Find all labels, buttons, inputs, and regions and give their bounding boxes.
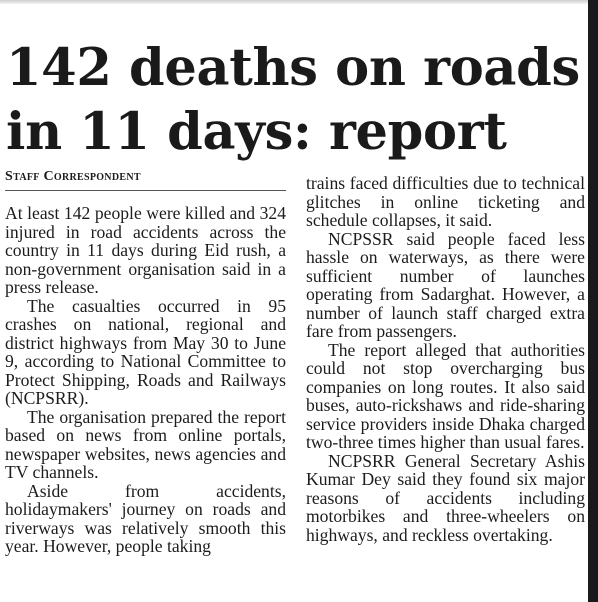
paragraph: The report alleged that authorities could not stop overcharging bus companies on long routes. It also said buses, auto-rickshaws and ride-sharing service providers inside Dhaka charged two-three times higher than usual fares. [306, 339, 585, 452]
headline: 142 deaths on roads in 11 days: report [6, 38, 580, 162]
page-edge [588, 0, 598, 602]
paragraph: The casualties occurred in 95 crashes on national, regional and district highways from May 30 to June 9, according to National Committee to Protect Shipping, Roads and Railways (NCPSRR). [5, 295, 286, 408]
paragraph: At least 142 people were killed and 324 injured in road accidents across the country in 11 days during Eid rush, a non-government organisation said in a press release. [5, 203, 286, 297]
paragraph: NCPSRR General Secretary Ashis Kumar Dey said they found six major reasons of accidents including motorbikes and three-wheelers on highways, and reckless overtaking. [306, 450, 585, 545]
byline: Staff Correspondent [5, 169, 141, 184]
paragraph: Aside from accidents, holidaymakers' journey on roads and riverways was relatively smooth this year. However, people taking [5, 480, 286, 556]
right-column [306, 174, 585, 544]
paragraph: NCPSSR said people faced less hassle on waterways, as there were sufficient number of launches operating from Sadarghat. However, a number of launch staff charged extra fare from passengers. [306, 228, 585, 341]
byline-rule [5, 190, 286, 191]
left-column [5, 204, 286, 556]
top-rule [0, 0, 588, 4]
paragraph: trains faced difficulties due to technical glitches in online ticketing and schedule collapses, it said. [306, 173, 585, 230]
paragraph: The organisation prepared the report based on news from online portals, newspaper websites, news agencies and TV channels. [5, 406, 286, 482]
